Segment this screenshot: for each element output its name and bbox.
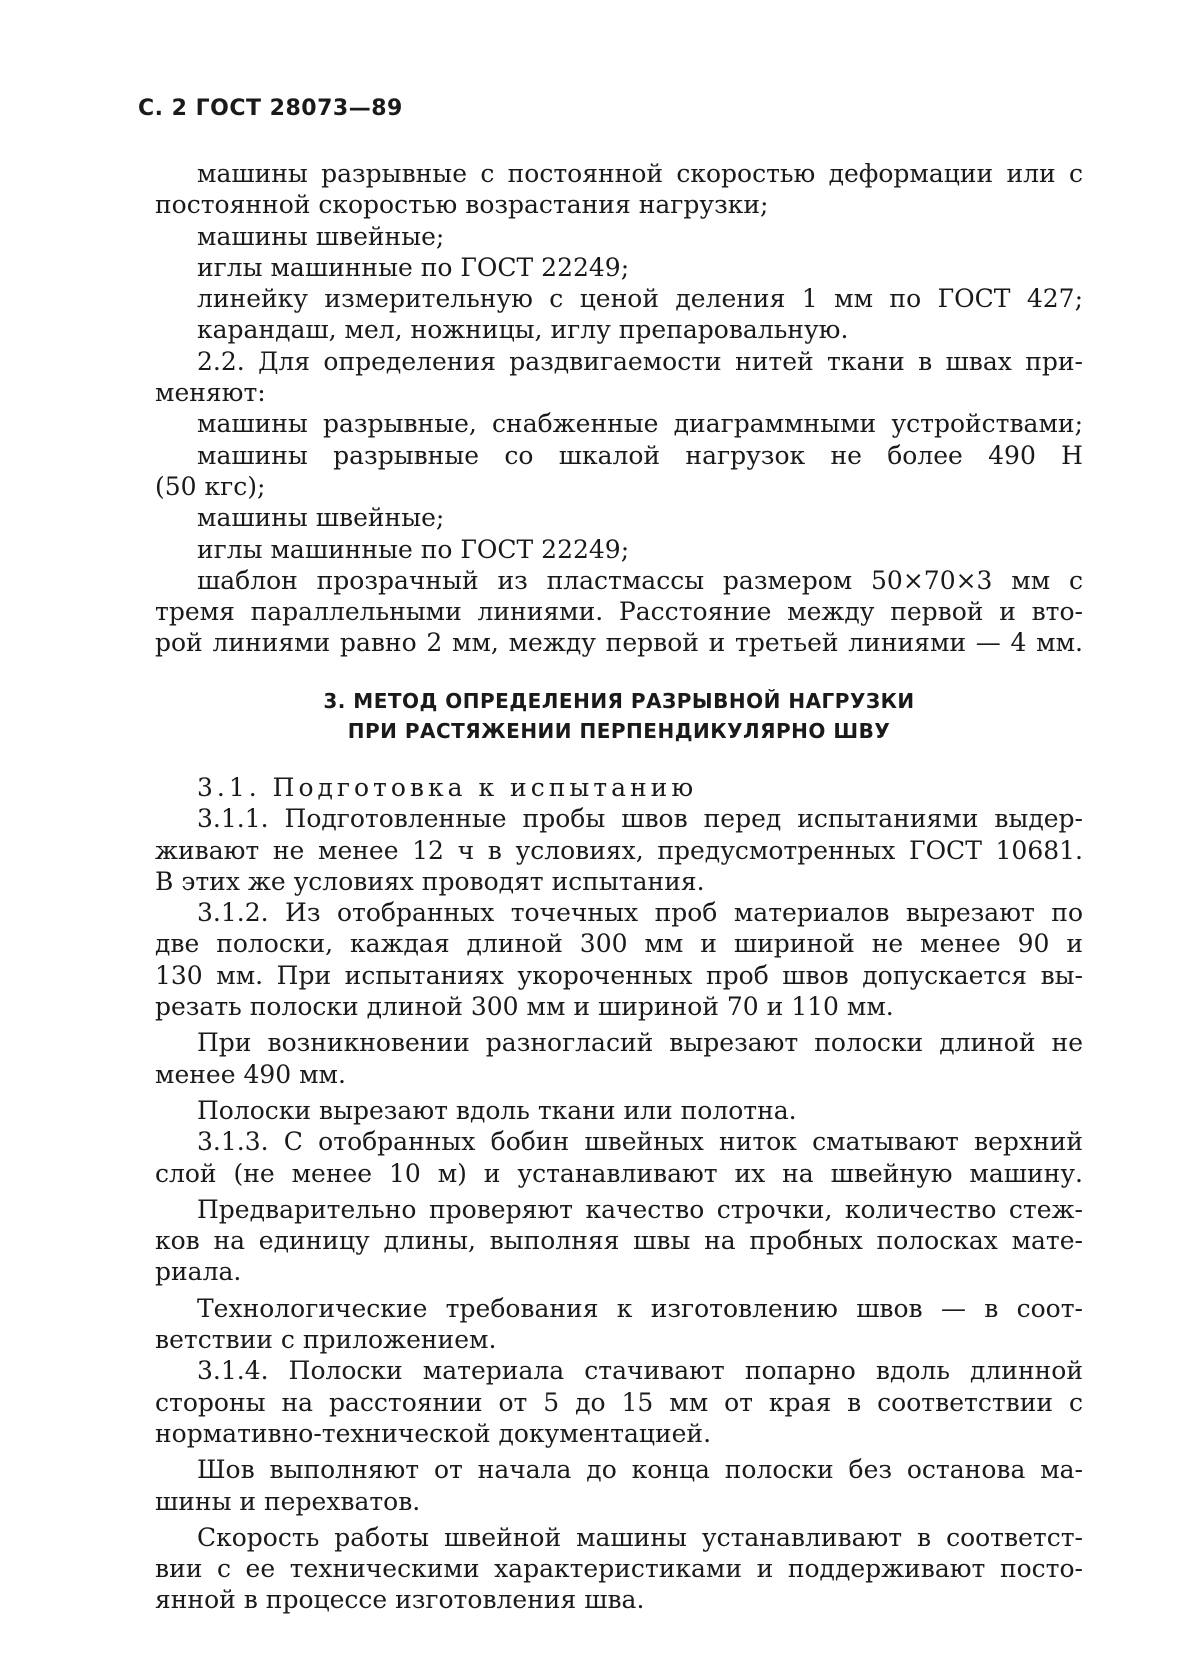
text-line: шины и перехватов. <box>155 1486 421 1516</box>
text-line: ков на единицу длины, выполняя швы на пробных полосках мате- <box>155 1226 1083 1256</box>
section-title-line: ПРИ РАСТЯЖЕНИИ ПЕРПЕНДИКУЛЯРНО ШВУ <box>347 719 891 743</box>
text-line: менее 490 мм. <box>155 1059 346 1089</box>
text-line: машины разрывные с постоянной скоростью деформации или с <box>197 159 1083 188</box>
text-line: Скорость работы швейной машины устанавливают в соответст- <box>197 1522 1083 1552</box>
text-line: тремя параллельными линиями. Расстояние между первой и вто- <box>155 597 1083 627</box>
text-line: Полоски вырезают вдоль ткани или полотна. <box>197 1095 797 1125</box>
text-line: При возникновении разногласий вырезают полоски длиной не <box>197 1028 1083 1058</box>
text-line: линейку измерительную с ценой деления 1 мм по ГОСТ 427; <box>197 284 1083 314</box>
text-line: янной в процессе изготовления шва. <box>155 1585 645 1615</box>
text-line: машины разрывные, снабженные диаграммными устройствами; <box>197 409 1083 439</box>
text-line: 3.1.1. Подготовленные пробы швов перед испытаниями выдер- <box>197 804 1083 834</box>
text-line: ветствии с приложением. <box>155 1325 497 1355</box>
text-line: Предварительно проверяют качество строчки, количество стеж- <box>197 1194 1083 1224</box>
text-line: В этих же условиях проводят испытания. <box>155 866 705 896</box>
text-line: слой (не менее 10 м) и устанавливают их на швейную машину. <box>155 1158 1083 1188</box>
text-line: резать полоски длиной 300 мм и шириной 70 и 110 мм. <box>155 992 894 1022</box>
text-line: рой линиями равно 2 мм, между первой и третьей линиями — 4 мм. <box>155 628 1083 658</box>
section-title-line: 3. МЕТОД ОПРЕДЕЛЕНИЯ РАЗРЫВНОЙ НАГРУЗКИ <box>323 689 915 713</box>
text-line: 130 мм. При испытаниях укороченных проб швов допускается вы- <box>155 960 1083 990</box>
text-line: иглы машинные по ГОСТ 22249; <box>197 252 630 282</box>
text-line: машины разрывные со шкалой нагрузок не более 490 Н <box>197 440 1083 470</box>
text-line: меняют: <box>155 378 266 408</box>
equipment-list-block <box>155 158 1083 659</box>
text-line: машины швейные; <box>197 503 445 533</box>
subsection-heading: 3.1. Подготовка к испытанию <box>197 773 698 802</box>
text-line: риала. <box>155 1257 242 1287</box>
text-line: карандаш, мел, ножницы, иглу препаровальную. <box>197 315 849 345</box>
text-line: вии с ее техническими характеристиками и поддерживают посто- <box>155 1554 1083 1584</box>
section-title <box>155 686 1083 746</box>
text-line: стороны на расстоянии от 5 до 15 мм от края в соответствии с <box>155 1387 1083 1417</box>
text-line: Шов выполняют от начала до конца полоски без останова ма- <box>197 1455 1083 1485</box>
text-line: машины швейные; <box>197 221 445 251</box>
text-line: Технологические требования к изготовлению швов — в соот- <box>197 1293 1083 1323</box>
text-line: 3.1.4. Полоски материала стачивают попарно вдоль длинной <box>197 1356 1083 1386</box>
text-line: нормативно-технической документацией. <box>155 1418 712 1448</box>
text-line: 3.1.3. С отобранных бобин швейных ниток сматывают верхний <box>197 1127 1083 1157</box>
text-line: иглы машинные по ГОСТ 22249; <box>197 534 630 564</box>
section-3-body <box>155 772 1083 1616</box>
text-line: 3.1.2. Из отобранных точечных проб материалов вырезают по <box>197 898 1083 928</box>
text-line: живают не менее 12 ч в условиях, предусмотренных ГОСТ 10681. <box>155 835 1083 865</box>
text-line: (50 кгс); <box>155 471 266 501</box>
text-line: шаблон прозрачный из пластмассы размером 50×70×3 мм с <box>197 565 1083 595</box>
text-line: постоянной скоростью возрастания нагрузки; <box>155 190 769 220</box>
page-header: С. 2 ГОСТ 28073—89 <box>138 96 403 121</box>
text-line: 2.2. Для определения раздвигаемости нитей ткани в швах при- <box>197 346 1083 376</box>
text-line: две полоски, каждая длиной 300 мм и шириной не менее 90 и <box>155 929 1083 959</box>
